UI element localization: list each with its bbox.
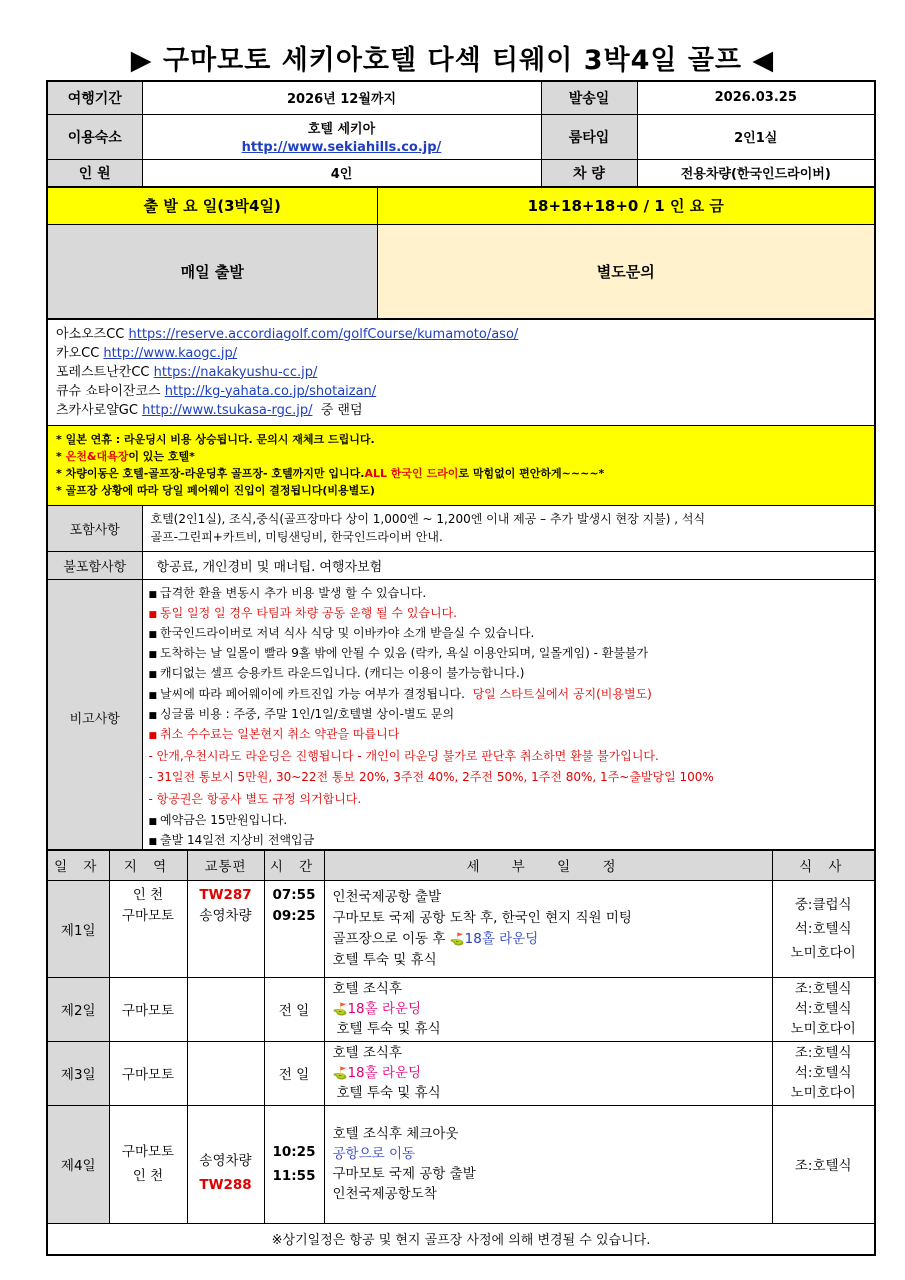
- info-table: [46, 80, 874, 188]
- people-label: 인 원: [47, 159, 142, 187]
- transport-cell: TW287 송영차량: [187, 880, 264, 977]
- meal-cell: 중:클럽식 석:호텔식 노미호다이: [772, 880, 875, 977]
- square-bullet-icon: ■: [148, 650, 158, 661]
- square-bullet-icon: ■: [148, 629, 158, 640]
- remark-line: ■ 도착하는 날 일몰이 빨라 9홀 밖에 안될 수 있음 (락카, 욕실 이용안되며, 일몰게임) - 환불불가: [148, 646, 649, 661]
- transport-cell: [187, 977, 264, 1041]
- exclude-label: 불포함사항: [47, 551, 142, 579]
- notice-box: [47, 425, 875, 505]
- square-bullet-icon: ■: [148, 730, 158, 741]
- schedule-row: [47, 1041, 875, 1105]
- lodging-value: [142, 114, 541, 159]
- notice-line: * 일본 연휴 : 라운딩시 비용 상승됩니다. 문의시 재체크 드립니다.: [56, 433, 375, 446]
- detail-cell: 호텔 조식후 체크아웃 공항으로 이동 구마모토 국제 공항 출발 인천국제공항도착: [324, 1105, 772, 1223]
- day-cell: 제1일: [47, 880, 109, 977]
- course-url-link[interactable]: http://www.kaogc.jp/: [103, 345, 238, 361]
- region-cell: 구마모토 인 천: [109, 1105, 187, 1223]
- remark-line: ■ 출발 14일전 지상비 전액입금: [148, 832, 315, 847]
- notice-line: * 차량이동은 호텔-골프장-라운딩후 골프장- 호텔까지만 입니다.ALL 한국인 드라이로 막힘없이 편안하게~~~~*: [56, 467, 605, 480]
- remark-line: - 31일전 통보시 5만원, 30~22전 통보 20%, 3주전 40%, 2주전 50%, 1주전 80%, 1주~출발당일 100%: [148, 770, 714, 785]
- meal-cell: 조:호텔식 석:호텔식 노미호다이: [772, 977, 875, 1041]
- vehicle-value: 전용차량(한국인드라이버): [637, 159, 875, 187]
- header-day: 일 자: [47, 850, 109, 880]
- day-cell: 제4일: [47, 1105, 109, 1223]
- detail-cell: 호텔 조식후 ⛳18홀 라운딩 호텔 투숙 및 휴식: [324, 977, 772, 1041]
- course-url-link[interactable]: https://reserve.accordiagolf.com/golfCourse/kumamoto/aso/: [128, 326, 519, 342]
- hotel-url-link[interactable]: http://www.sekiahills.co.jp/: [241, 140, 442, 155]
- remark-line: ■ 한국인드라이버로 저녁 식사 식당 및 이바카야 소개 받을실 수 있습니다.: [148, 625, 535, 640]
- period-value: 2026년 12월까지: [142, 81, 541, 114]
- day-cell: 제3일: [47, 1041, 109, 1105]
- course-url-link[interactable]: https://nakakyushu-cc.jp/: [153, 364, 318, 380]
- transport-cell: 송영차량 TW288: [187, 1105, 264, 1223]
- room-type-value: 2인1실: [637, 114, 875, 159]
- square-bullet-icon: ■: [148, 836, 158, 847]
- schedule-table: [46, 849, 874, 1256]
- time-cell: 10:25 11:55: [264, 1105, 324, 1223]
- square-bullet-icon: ■: [148, 670, 158, 681]
- square-bullet-icon: ■: [148, 589, 158, 600]
- time-cell: 07:55 09:25: [264, 880, 324, 977]
- time-cell: 전 일: [264, 977, 324, 1041]
- schedule-row: [47, 1105, 875, 1223]
- golf-flag-icon: ⛳: [449, 931, 465, 946]
- course-item: 츠카사로얄GC http://www.tsukasa-rgc.jp/ 중 랜덤: [56, 402, 363, 418]
- schedule-row: [47, 977, 875, 1041]
- square-bullet-icon: ■: [148, 690, 158, 701]
- fee-header: 18+18+18+0 / 1 인 요 금: [377, 187, 875, 224]
- vehicle-label: 차 량: [541, 159, 637, 187]
- people-value: 4인: [142, 159, 541, 187]
- departure-day-header: 출 발 요 일(3박4일): [47, 187, 377, 224]
- detail-cell: 인천국제공항 출발 구마모토 국제 공항 도착 후, 한국인 현지 직원 미팅 골프장으로 이동 후 ⛳18홀 라운딩 호텔 투숙 및 휴식: [324, 880, 772, 977]
- header-meal: 식 사: [772, 850, 875, 880]
- header-detail: 세 부 일 정: [324, 850, 772, 880]
- remark-line: - 항공권은 항공사 별도 규정 의거합니다.: [148, 791, 362, 806]
- meal-cell: 조:호텔식: [772, 1105, 875, 1223]
- schedule-row: [47, 880, 875, 977]
- header-region: 지 역: [109, 850, 187, 880]
- hotel-name: 호텔 세키아: [307, 122, 376, 137]
- page-title: ▶ 구마모토 세키아호텔 다섹 티웨이 3박4일 골프 ◀: [130, 45, 775, 76]
- lodging-label: 이용숙소: [47, 114, 142, 159]
- course-item: 포레스트난칸CC https://nakakyushu-cc.jp/: [56, 364, 318, 380]
- remark-line: ■ 예약금은 15만원입니다.: [148, 812, 288, 827]
- detail-cell: 호텔 조식후 ⛳18홀 라운딩 호텔 투숙 및 휴식: [324, 1041, 772, 1105]
- meal-cell: 조:호텔식 석:호텔식 노미호다이: [772, 1041, 875, 1105]
- remark-line: ■ 급격한 환율 변동시 추가 비용 발생 할 수 있습니다.: [148, 585, 427, 600]
- course-item: 카오CC http://www.kaogc.jp/: [56, 345, 238, 361]
- remark-line: ■ 캐디없는 셀프 승용카트 라운드입니다. (캐디는 이용이 불가능합니다.): [148, 666, 525, 681]
- course-note: 중 랜덤: [320, 402, 363, 418]
- remark-line: ■ 동일 일정 일 경우 타팀과 차량 공동 운행 될 수 있습니다.: [148, 605, 458, 620]
- region-cell: 구마모토: [109, 1041, 187, 1105]
- include-value: 호텔(2인1실), 조식,중식(골프장마다 상이 1,000엔 ~ 1,200엔 이내 제공 – 추가 발생시 현장 지불) , 석식 골프-그린피+카트비, 미팅샌딩비, 한국인드라이버 안내.: [142, 505, 875, 551]
- transport-cell: [187, 1041, 264, 1105]
- remark-line: ■ 싱글룸 비용 : 주중, 주말 1인/1일/호텔별 상이-별도 문의: [148, 706, 455, 721]
- notice-line: * 골프장 상황에 따라 당일 페어웨이 진입이 결정됩니다(비용별도): [56, 484, 375, 497]
- square-bullet-icon: ■: [148, 710, 158, 721]
- square-bullet-icon: ■: [148, 609, 158, 620]
- region-cell: 인 천 구마모토: [109, 880, 187, 977]
- fee-value: 별도문의: [377, 224, 875, 319]
- region-cell: 구마모토: [109, 977, 187, 1041]
- golf-course-list: [47, 319, 875, 425]
- room-type-label: 룸타입: [541, 114, 637, 159]
- course-url-link[interactable]: http://kg-yahata.co.jp/shotaizan/: [164, 383, 377, 399]
- remark-line: ■ 날씨에 따라 페어웨이에 카트진입 가능 여부가 결정됩니다. 당일 스타트실에서 공지(비용별도): [148, 686, 652, 701]
- price-table: [46, 186, 874, 320]
- square-bullet-icon: ■: [148, 816, 158, 827]
- day-cell: 제2일: [47, 977, 109, 1041]
- schedule-footer-note: ※상기일정은 항공 및 현지 골프장 사정에 의해 변경될 수 있습니다.: [47, 1223, 875, 1255]
- remarks-value: [142, 579, 875, 856]
- golf-flag-icon: ⛳: [332, 1066, 348, 1080]
- header-transport: 교통편: [187, 850, 264, 880]
- notice-line: * 온천&대욕장이 있는 호텔*: [56, 450, 195, 463]
- time-cell: 전 일: [264, 1041, 324, 1105]
- include-label: 포함사항: [47, 505, 142, 551]
- detail-table: [46, 318, 874, 857]
- departure-day-value: 매일 출발: [47, 224, 377, 319]
- remark-line: ■ 취소 수수료는 일본현지 취소 약관을 따릅니다: [148, 726, 400, 741]
- course-item: 아소오즈CC https://reserve.accordiagolf.com/golfCourse/kumamoto/aso/: [56, 326, 519, 342]
- remark-line: - 안개,우천시라도 라운딩은 진행됩니다 - 개인이 라운딩 불가로 판단후 취소하면 환불 불가입니다.: [148, 749, 659, 764]
- course-item: 큐슈 쇼타이잔코스 http://kg-yahata.co.jp/shotaizan/: [56, 383, 377, 399]
- send-date-label: 발송일: [541, 81, 637, 114]
- course-url-link[interactable]: http://www.tsukasa-rgc.jp/: [142, 402, 313, 418]
- exclude-value: 항공료, 개인경비 및 매너팁. 여행자보험: [142, 551, 875, 579]
- period-label: 여행기간: [47, 81, 142, 114]
- golf-flag-icon: ⛳: [332, 1002, 348, 1016]
- remarks-label: 비고사항: [47, 579, 142, 856]
- header-time: 시 간: [264, 850, 324, 880]
- send-date-value: 2026.03.25: [637, 81, 875, 114]
